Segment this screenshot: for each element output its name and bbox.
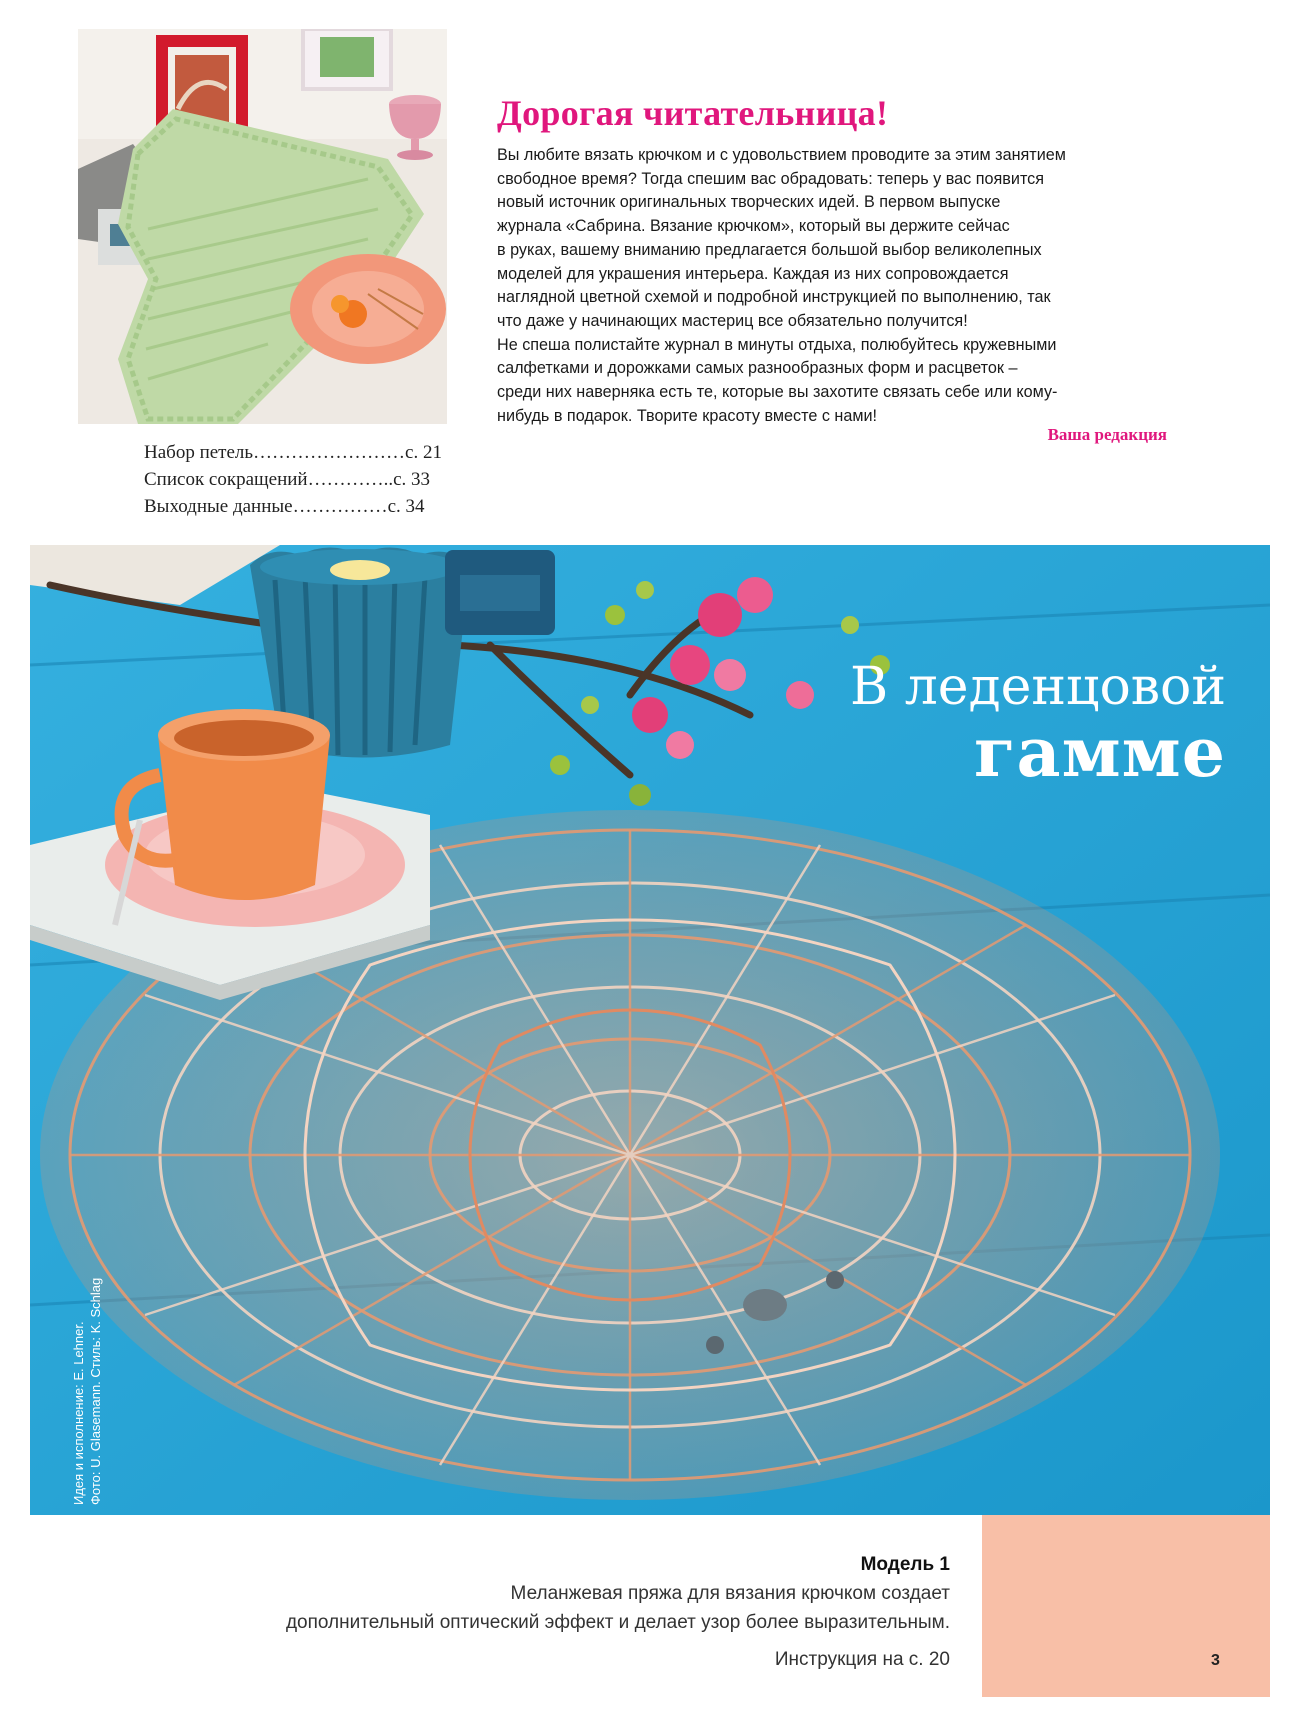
letter-line: Вы любите вязать крючком и с удовольствием проводите за этим занятием: [497, 146, 1066, 164]
credits-line-1: Идея и исполнение: E. Lehner.: [71, 1321, 86, 1505]
letter-line: новый источник оригинальных творческих идей. В первом выпуске: [497, 193, 1001, 212]
letter-line: салфетками и дорожками самых разнообразных форм и расцветок –: [497, 359, 1018, 378]
photo-credits: [70, 1278, 104, 1505]
keyhole-plate: [743, 1289, 787, 1321]
editorial-title: Дорогая читательница!: [497, 93, 889, 133]
letter-line: свободное время? Тогда спешим вас обрадовать: теперь у вас появится: [497, 169, 1045, 188]
doily-photo: [30, 545, 1270, 1515]
letter-line: журнала «Сабрина. Вязание крючком», который вы держите сейчас: [497, 217, 1010, 236]
caption-line-1: Меланжевая пряжа для вязания крючком создает: [510, 1583, 950, 1604]
letter-line: в руках, вашему вниманию предлагается большой выбор великолепных: [497, 240, 1042, 259]
letter-line: что даже у начинающих мастериц все обязательно получится!: [497, 311, 968, 330]
editorial-body: [497, 144, 1177, 428]
editorial-letter: [497, 92, 1177, 444]
editorial-signature: Ваша редакция: [1047, 425, 1167, 444]
letter-line: Не спеша полистайте журнал в минуты отдыха, полюбуйтесь кружевными: [497, 335, 1057, 354]
blue-jar: [445, 550, 555, 635]
model-title: Модель 1: [860, 1554, 950, 1575]
headline: [850, 657, 1226, 793]
letter-line: среди них наверняка есть те, которые вы захотите связать себе или кому-: [497, 383, 1058, 402]
toc-item-imprint[interactable]: Выходные данные……………с. 34: [144, 496, 425, 517]
letter-line: моделей для украшения интерьера. Каждая из них сопровождается: [497, 264, 1009, 283]
letter-line: нибудь в подарок. Творите красоту вместе с нами!: [497, 406, 878, 425]
letter-line: наглядной цветной схемой и подробной инструкцией по выполнению, так: [497, 288, 1051, 307]
coral-plate: [290, 254, 446, 364]
contents-list: [144, 439, 442, 520]
toc-item-abbreviations[interactable]: Список сокращений…………..с. 33: [144, 469, 431, 490]
headline-line-1: В леденцовой: [850, 657, 1226, 717]
credits-line-2: Фото: U. Glasemann. Стиль: K. Schlag: [88, 1277, 103, 1505]
instruction-reference[interactable]: Инструкция на с. 20: [774, 1649, 950, 1670]
peach-color-block: [982, 1515, 1270, 1697]
runner-photo: [78, 29, 447, 424]
model-caption: [286, 1550, 950, 1674]
toc-item-stitches[interactable]: Набор петель……………………с. 21: [144, 442, 442, 463]
headline-line-2: гамме: [973, 713, 1226, 793]
page-number: 3: [1211, 1652, 1220, 1669]
caption-line-2: дополнительный оптический эффект и делает узор более выразительным.: [285, 1612, 950, 1633]
